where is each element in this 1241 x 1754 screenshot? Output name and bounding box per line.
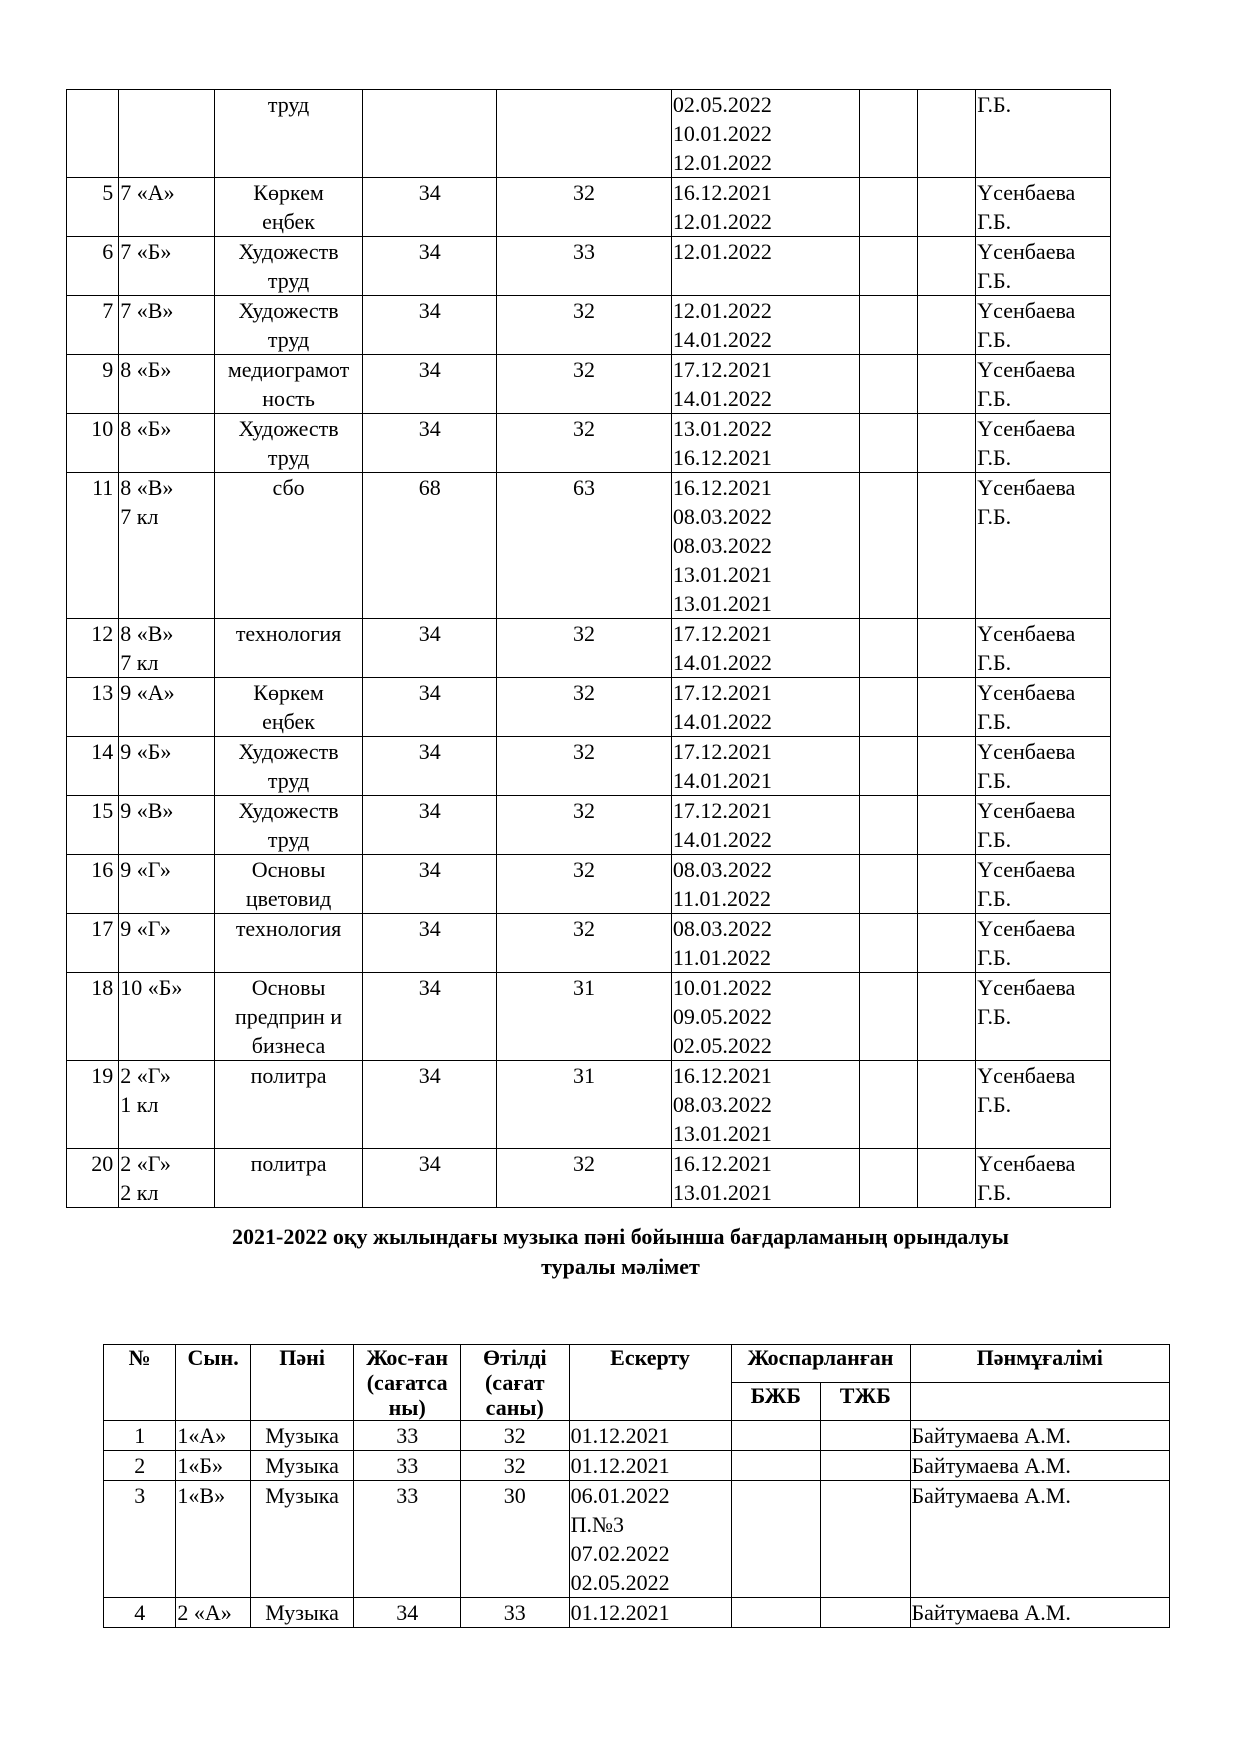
- cell-tzhb: [918, 1149, 976, 1208]
- workload-table-body: [67, 90, 1111, 1208]
- cell-teacher: Байтумаева А.М.: [910, 1481, 1169, 1598]
- cell-bzhb: [859, 973, 917, 1061]
- cell-planned-hours: 34: [363, 296, 497, 355]
- cell-held-hours: 32: [497, 355, 672, 414]
- cell-class: 9 «Г»: [119, 914, 214, 973]
- col-header-planned-group: Жоспарланған: [731, 1345, 910, 1383]
- cell-teacher: Үсенбаева Г.Б.: [976, 973, 1111, 1061]
- cell-row-number: [67, 90, 119, 178]
- cell-class: 8 «Б»: [119, 355, 214, 414]
- cell-row-number: 4: [104, 1598, 176, 1628]
- cell-class: 2 «А»: [176, 1598, 250, 1628]
- cell-row-number: 14: [67, 737, 119, 796]
- cell-planned-hours: 34: [363, 414, 497, 473]
- cell-subject: политра: [214, 1061, 363, 1149]
- table-row: [67, 355, 1111, 414]
- cell-held-hours: [497, 90, 672, 178]
- cell-row-number: 17: [67, 914, 119, 973]
- cell-held-hours: 32: [497, 414, 672, 473]
- table-row: [67, 296, 1111, 355]
- cell-teacher: Байтумаева А.М.: [910, 1421, 1169, 1451]
- cell-teacher: Үсенбаева Г.Б.: [976, 1149, 1111, 1208]
- cell-bzhb: [859, 737, 917, 796]
- cell-teacher: Үсенбаева Г.Б.: [976, 737, 1111, 796]
- cell-subject: Музыка: [250, 1421, 354, 1451]
- music-program-table: [103, 1344, 1170, 1628]
- cell-tzhb: [918, 737, 976, 796]
- cell-class: 1«А»: [176, 1421, 250, 1451]
- table-row: [104, 1481, 1170, 1598]
- cell-dates: 10.01.2022 09.05.2022 02.05.2022: [671, 973, 859, 1061]
- cell-class: 7 «Б»: [119, 237, 214, 296]
- cell-row-number: 20: [67, 1149, 119, 1208]
- cell-subject: технология: [214, 914, 363, 973]
- cell-subject: Основы цветовид: [214, 855, 363, 914]
- cell-note: 06.01.2022 П.№3 07.02.2022 02.05.2022: [569, 1481, 731, 1598]
- cell-planned-hours: 68: [363, 473, 497, 619]
- cell-teacher: Үсенбаева Г.Б.: [976, 855, 1111, 914]
- col-header-planned-hours: Жос-ған (сағатса ны): [354, 1345, 461, 1421]
- cell-teacher: Үсенбаева Г.Б.: [976, 178, 1111, 237]
- cell-class: 1«В»: [176, 1481, 250, 1598]
- cell-dates: 16.12.2021 08.03.2022 13.01.2021: [671, 1061, 859, 1149]
- cell-class: 9 «Г»: [119, 855, 214, 914]
- cell-class: 7 «В»: [119, 296, 214, 355]
- cell-class: 9 «А»: [119, 678, 214, 737]
- col-header-teacher-blank: [910, 1383, 1169, 1421]
- cell-note: 01.12.2021: [569, 1421, 731, 1451]
- col-header-class: Сын.: [176, 1345, 250, 1421]
- cell-teacher: Үсенбаева Г.Б.: [976, 796, 1111, 855]
- cell-planned-hours: 34: [363, 973, 497, 1061]
- table-row: [67, 178, 1111, 237]
- cell-tzhb: [918, 90, 976, 178]
- cell-tzhb: [918, 619, 976, 678]
- cell-held-hours: 32: [497, 296, 672, 355]
- cell-dates: 17.12.2021 14.01.2022: [671, 355, 859, 414]
- cell-held-hours: 33: [460, 1598, 569, 1628]
- cell-class: 2 «Г» 1 кл: [119, 1061, 214, 1149]
- table-row: [104, 1451, 1170, 1481]
- cell-tzhb: [918, 296, 976, 355]
- cell-row-number: 5: [67, 178, 119, 237]
- cell-subject: сбо: [214, 473, 363, 619]
- cell-row-number: 15: [67, 796, 119, 855]
- table-row: [67, 796, 1111, 855]
- cell-tzhb: [918, 855, 976, 914]
- cell-tzhb: [918, 796, 976, 855]
- cell-planned-hours: 34: [363, 796, 497, 855]
- cell-subject: Художеств труд: [214, 737, 363, 796]
- cell-bzhb: [859, 914, 917, 973]
- cell-bzhb: [859, 1061, 917, 1149]
- cell-row-number: 6: [67, 237, 119, 296]
- cell-planned-hours: 34: [354, 1598, 461, 1628]
- cell-held-hours: 32: [497, 796, 672, 855]
- cell-subject: политра: [214, 1149, 363, 1208]
- cell-planned-hours: 34: [363, 619, 497, 678]
- cell-class: 2 «Г» 2 кл: [119, 1149, 214, 1208]
- cell-bzhb: [731, 1598, 821, 1628]
- cell-bzhb: [859, 1149, 917, 1208]
- cell-class: 9 «Б»: [119, 737, 214, 796]
- cell-row-number: 3: [104, 1481, 176, 1598]
- table-row: [67, 90, 1111, 178]
- cell-teacher: Үсенбаева Г.Б.: [976, 414, 1111, 473]
- table-row: [67, 678, 1111, 737]
- cell-tzhb: [918, 414, 976, 473]
- cell-subject: труд: [214, 90, 363, 178]
- cell-row-number: 19: [67, 1061, 119, 1149]
- cell-row-number: 1: [104, 1421, 176, 1451]
- cell-row-number: 9: [67, 355, 119, 414]
- cell-held-hours: 32: [460, 1451, 569, 1481]
- cell-planned-hours: [363, 90, 497, 178]
- cell-held-hours: 32: [497, 914, 672, 973]
- cell-subject: Көркем еңбек: [214, 678, 363, 737]
- cell-class: [119, 90, 214, 178]
- cell-tzhb: [918, 1061, 976, 1149]
- cell-held-hours: 32: [497, 855, 672, 914]
- cell-subject: Музыка: [250, 1481, 354, 1598]
- col-header-tzhb: ТЖБ: [821, 1383, 911, 1421]
- col-header-bzhb: БЖБ: [731, 1383, 821, 1421]
- table-row: [104, 1421, 1170, 1451]
- cell-tzhb: [918, 178, 976, 237]
- col-header-note: Ескерту: [569, 1345, 731, 1421]
- cell-planned-hours: 34: [363, 237, 497, 296]
- cell-dates: 12.01.2022 14.01.2022: [671, 296, 859, 355]
- cell-dates: 17.12.2021 14.01.2022: [671, 796, 859, 855]
- cell-held-hours: 32: [497, 737, 672, 796]
- cell-row-number: 2: [104, 1451, 176, 1481]
- cell-planned-hours: 33: [354, 1481, 461, 1598]
- cell-note: 01.12.2021: [569, 1598, 731, 1628]
- cell-subject: Основы предприн и бизнеса: [214, 973, 363, 1061]
- cell-row-number: 11: [67, 473, 119, 619]
- cell-tzhb: [918, 473, 976, 619]
- cell-teacher: Үсенбаева Г.Б.: [976, 678, 1111, 737]
- cell-tzhb: [918, 355, 976, 414]
- music-table-body: [104, 1421, 1170, 1628]
- cell-tzhb: [821, 1421, 911, 1451]
- cell-class: 9 «В»: [119, 796, 214, 855]
- cell-held-hours: 32: [497, 1149, 672, 1208]
- cell-tzhb: [918, 237, 976, 296]
- cell-dates: 13.01.2022 16.12.2021: [671, 414, 859, 473]
- table-row: [67, 619, 1111, 678]
- cell-planned-hours: 34: [363, 855, 497, 914]
- cell-class: 7 «А»: [119, 178, 214, 237]
- cell-dates: 12.01.2022: [671, 237, 859, 296]
- cell-planned-hours: 34: [363, 1061, 497, 1149]
- cell-teacher: Үсенбаева Г.Б.: [976, 914, 1111, 973]
- cell-teacher: Г.Б.: [976, 90, 1111, 178]
- cell-dates: 08.03.2022 11.01.2022: [671, 855, 859, 914]
- cell-tzhb: [821, 1481, 911, 1598]
- cell-subject: Көркем еңбек: [214, 178, 363, 237]
- table-row: [67, 473, 1111, 619]
- cell-held-hours: 63: [497, 473, 672, 619]
- cell-subject: Художеств труд: [214, 296, 363, 355]
- cell-row-number: 7: [67, 296, 119, 355]
- cell-row-number: 10: [67, 414, 119, 473]
- workload-table-top: [66, 89, 1111, 1208]
- cell-planned-hours: 34: [363, 678, 497, 737]
- table-row: [67, 914, 1111, 973]
- cell-subject: Музыка: [250, 1598, 354, 1628]
- col-header-teacher: Пәнмұғалімі: [910, 1345, 1169, 1383]
- cell-dates: 17.12.2021 14.01.2021: [671, 737, 859, 796]
- cell-tzhb: [918, 678, 976, 737]
- col-header-no: №: [104, 1345, 176, 1421]
- cell-class: 8 «Б»: [119, 414, 214, 473]
- cell-tzhb: [918, 973, 976, 1061]
- cell-bzhb: [859, 178, 917, 237]
- cell-subject: технология: [214, 619, 363, 678]
- cell-dates: 17.12.2021 14.01.2022: [671, 619, 859, 678]
- cell-held-hours: 32: [497, 619, 672, 678]
- cell-bzhb: [731, 1421, 821, 1451]
- table-row: [67, 855, 1111, 914]
- table-row: [67, 973, 1111, 1061]
- cell-subject: Художеств труд: [214, 796, 363, 855]
- table-row: [67, 1061, 1111, 1149]
- cell-planned-hours: 33: [354, 1421, 461, 1451]
- cell-held-hours: 32: [497, 178, 672, 237]
- cell-class: 8 «В» 7 кл: [119, 619, 214, 678]
- cell-teacher: Байтумаева А.М.: [910, 1598, 1169, 1628]
- cell-planned-hours: 34: [363, 355, 497, 414]
- cell-teacher: Үсенбаева Г.Б.: [976, 473, 1111, 619]
- cell-held-hours: 32: [497, 678, 672, 737]
- cell-row-number: 13: [67, 678, 119, 737]
- cell-teacher: Үсенбаева Г.Б.: [976, 1061, 1111, 1149]
- cell-note: 01.12.2021: [569, 1451, 731, 1481]
- cell-bzhb: [731, 1481, 821, 1598]
- table-row: [67, 737, 1111, 796]
- cell-planned-hours: 34: [363, 914, 497, 973]
- cell-bzhb: [731, 1451, 821, 1481]
- cell-dates: 16.12.2021 13.01.2021: [671, 1149, 859, 1208]
- cell-planned-hours: 34: [363, 737, 497, 796]
- table-row: [67, 1149, 1111, 1208]
- cell-bzhb: [859, 619, 917, 678]
- cell-row-number: 18: [67, 973, 119, 1061]
- cell-bzhb: [859, 90, 917, 178]
- cell-dates: 08.03.2022 11.01.2022: [671, 914, 859, 973]
- cell-subject: Художеств труд: [214, 237, 363, 296]
- cell-bzhb: [859, 414, 917, 473]
- col-header-subject: Пәні: [250, 1345, 354, 1421]
- cell-planned-hours: 33: [354, 1451, 461, 1481]
- cell-bzhb: [859, 678, 917, 737]
- cell-held-hours: 31: [497, 1061, 672, 1149]
- cell-held-hours: 32: [460, 1421, 569, 1451]
- music-table-header: [104, 1345, 1170, 1421]
- cell-dates: 16.12.2021 12.01.2022: [671, 178, 859, 237]
- cell-dates: 16.12.2021 08.03.2022 08.03.2022 13.01.2021 13.01.2021: [671, 473, 859, 619]
- cell-tzhb: [918, 914, 976, 973]
- cell-class: 10 «Б»: [119, 973, 214, 1061]
- cell-teacher: Үсенбаева Г.Б.: [976, 355, 1111, 414]
- cell-class: 8 «В» 7 кл: [119, 473, 214, 619]
- cell-planned-hours: 34: [363, 178, 497, 237]
- cell-row-number: 12: [67, 619, 119, 678]
- cell-dates: 17.12.2021 14.01.2022: [671, 678, 859, 737]
- cell-planned-hours: 34: [363, 1149, 497, 1208]
- cell-subject: Музыка: [250, 1451, 354, 1481]
- cell-bzhb: [859, 296, 917, 355]
- cell-bzhb: [859, 473, 917, 619]
- table-row: [104, 1598, 1170, 1628]
- cell-held-hours: 33: [497, 237, 672, 296]
- cell-teacher: Үсенбаева Г.Б.: [976, 619, 1111, 678]
- cell-bzhb: [859, 855, 917, 914]
- cell-teacher: Үсенбаева Г.Б.: [976, 296, 1111, 355]
- section-heading: 2021-2022 оқу жылындағы музыка пәні бойынша бағдарламаның орындалуы туралы мәлімет: [232, 1224, 1009, 1279]
- cell-bzhb: [859, 796, 917, 855]
- cell-held-hours: 31: [497, 973, 672, 1061]
- cell-class: 1«Б»: [176, 1451, 250, 1481]
- table-row: [67, 237, 1111, 296]
- cell-teacher: Байтумаева А.М.: [910, 1451, 1169, 1481]
- col-header-held-hours: Өтілді (сағат саны): [460, 1345, 569, 1421]
- cell-subject: медиограмот ность: [214, 355, 363, 414]
- cell-row-number: 16: [67, 855, 119, 914]
- cell-subject: Художеств труд: [214, 414, 363, 473]
- cell-teacher: Үсенбаева Г.Б.: [976, 237, 1111, 296]
- cell-bzhb: [859, 355, 917, 414]
- cell-tzhb: [821, 1598, 911, 1628]
- table-row: [67, 414, 1111, 473]
- cell-tzhb: [821, 1451, 911, 1481]
- cell-held-hours: 30: [460, 1481, 569, 1598]
- cell-dates: 02.05.2022 10.01.2022 12.01.2022: [671, 90, 859, 178]
- cell-bzhb: [859, 237, 917, 296]
